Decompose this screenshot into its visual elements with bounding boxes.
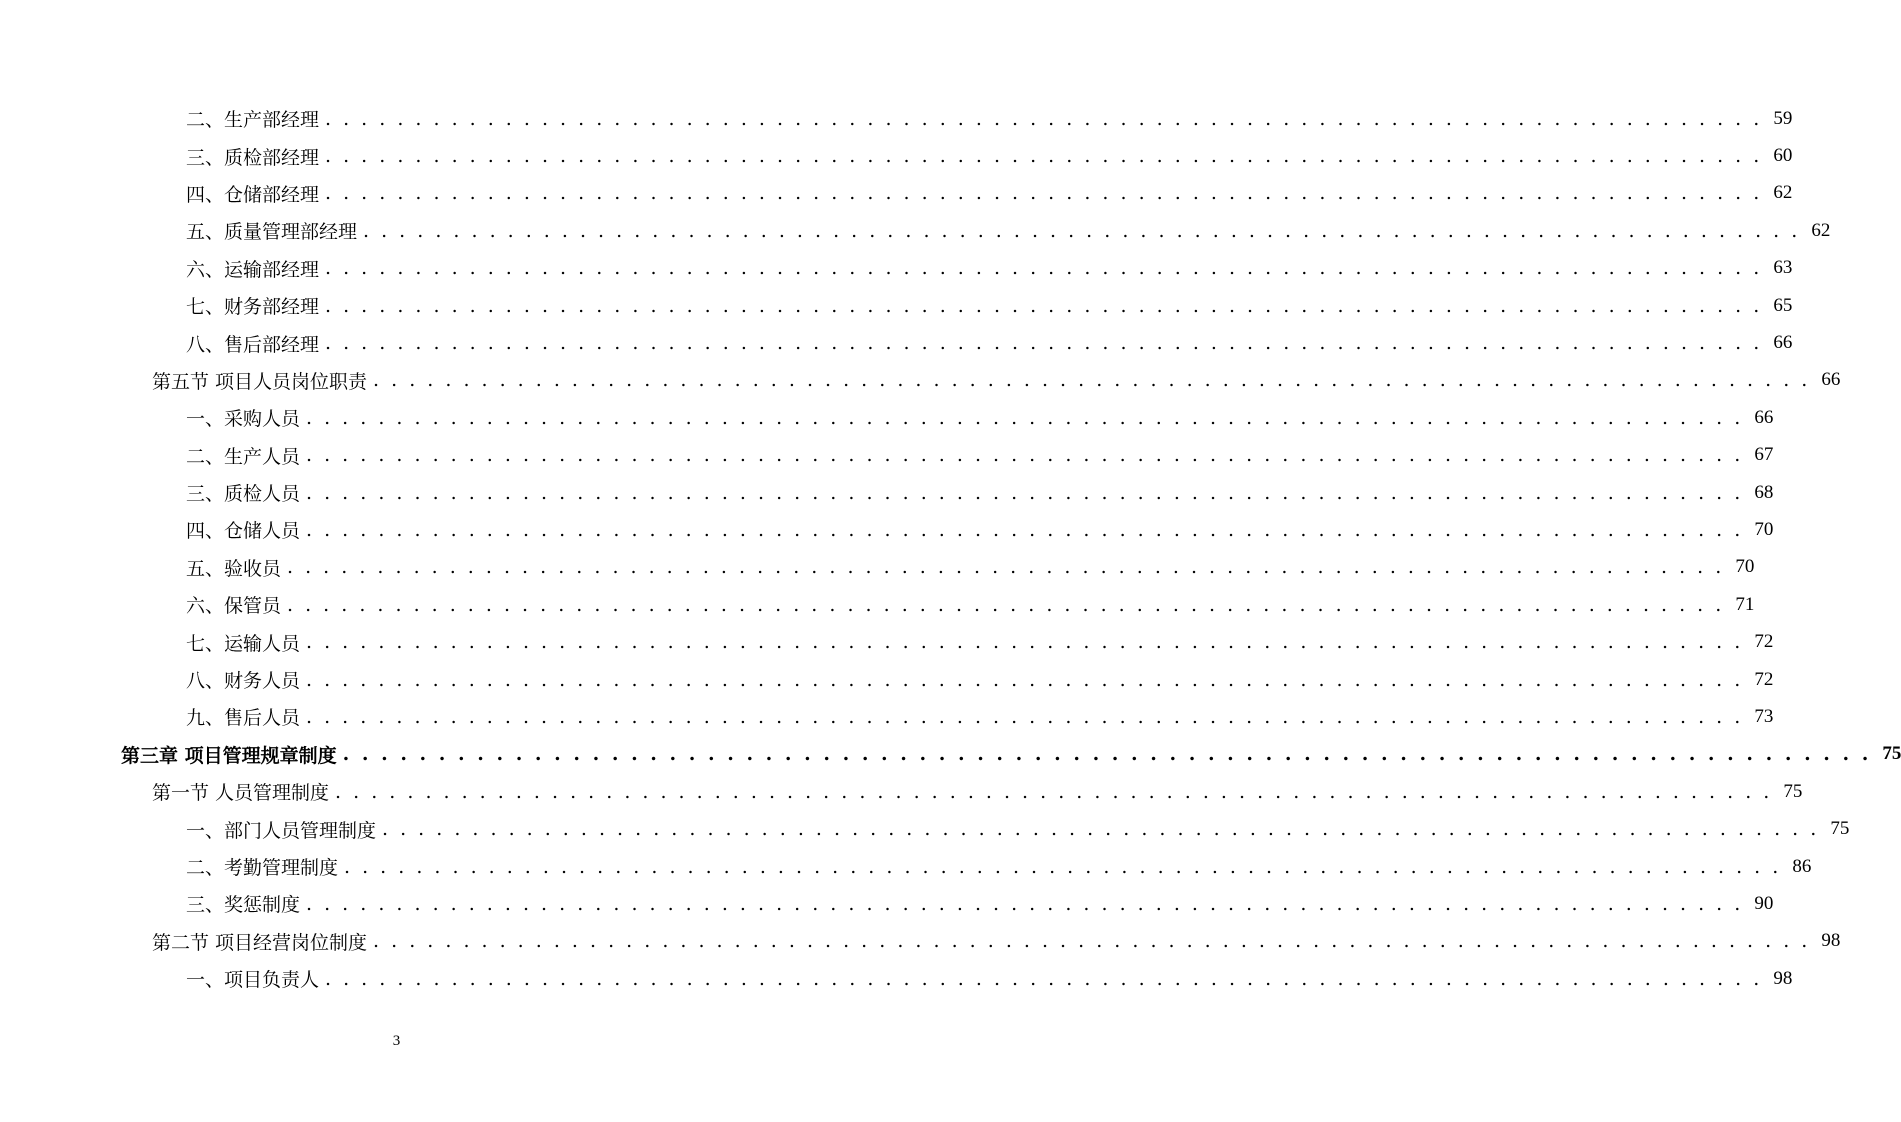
dot-leader: . . . . . . . . . . . . . . . . . . . . . . . . . . . . . . . . . . . . . . . . . . . . . . . . . . . . . . . . . . . . . . . . . . . . . . . . . . . . . . . . [325,294,1763,317]
toc-entry-title: 三、质检人员 [186,483,301,506]
dot-leader: . . . . . . . . . . . . . . . . . . . . . . . . . . . . . . . . . . . . . . . . . . . . . . . . . . . . . . . . . . . . . . . . . . . . . . . . . . . . . . . . [373,930,1811,953]
toc-entry-page: 72 [1754,631,1774,653]
toc-entry-section[interactable] [0,362,1841,399]
toc-entry-item[interactable] [0,661,1774,698]
toc-entry-page: 65 [1773,294,1793,316]
table-of-contents [0,100,1901,997]
toc-entry-item[interactable] [0,437,1774,474]
dot-leader: . . . . . . . . . . . . . . . . . . . . . . . . . . . . . . . . . . . . . . . . . . . . . . . . . . . . . . . . . . . . . . . . . . . . . . . . . . . . . . . . [335,780,1773,803]
toc-entry-item[interactable] [0,885,1774,922]
toc-entry-item[interactable] [0,399,1774,436]
dot-leader: . . . . . . . . . . . . . . . . . . . . . . . . . . . . . . . . . . . . . . . . . . . . . . . . . . . . . . . . . . . . . . . . . . . . . . . . . . . . . . . . [342,743,1872,766]
toc-entry-item[interactable] [0,212,1831,249]
toc-entry-page: 75 [1882,743,1901,765]
toc-entry-page: 98 [1773,967,1793,989]
toc-entry-chapter[interactable] [0,736,1901,773]
toc-entry-page: 73 [1754,705,1774,727]
toc-entry-item[interactable] [0,810,1850,847]
toc-entry-title: 九、售后人员 [186,707,301,730]
toc-entry-item[interactable] [0,698,1774,735]
toc-entry-page: 66 [1821,369,1841,391]
toc-entry-page: 98 [1821,930,1841,952]
toc-entry-item[interactable] [0,623,1774,660]
toc-entry-page: 71 [1735,593,1755,615]
dot-leader: . . . . . . . . . . . . . . . . . . . . . . . . . . . . . . . . . . . . . . . . . . . . . . . . . . . . . . . . . . . . . . . . . . . . . . . . . . . . . . . . [325,332,1763,355]
dot-leader: . . . . . . . . . . . . . . . . . . . . . . . . . . . . . . . . . . . . . . . . . . . . . . . . . . . . . . . . . . . . . . . . . . . . . . . . . . . . . . . . [306,668,1744,691]
toc-entry-item[interactable] [0,586,1755,623]
toc-entry-item[interactable] [0,175,1793,212]
toc-entry-page: 67 [1754,444,1774,466]
page-number: 3 [392,1033,401,1049]
toc-entry-item[interactable] [0,324,1793,361]
toc-entry-page: 75 [1783,780,1803,802]
dot-leader: . . . . . . . . . . . . . . . . . . . . . . . . . . . . . . . . . . . . . . . . . . . . . . . . . . . . . . . . . . . . . . . . . . . . . . . . . . . . . . . . [306,444,1744,467]
toc-entry-item[interactable] [0,250,1793,287]
toc-entry-page: 70 [1754,518,1774,540]
dot-leader: . . . . . . . . . . . . . . . . . . . . . . . . . . . . . . . . . . . . . . . . . . . . . . . . . . . . . . . . . . . . . . . . . . . . . . . . . . . . . . . . [287,593,1725,616]
dot-leader: . . . . . . . . . . . . . . . . . . . . . . . . . . . . . . . . . . . . . . . . . . . . . . . . . . . . . . . . . . . . . . . . . . . . . . . . . . . . . . . . [306,892,1744,915]
dot-leader: . . . . . . . . . . . . . . . . . . . . . . . . . . . . . . . . . . . . . . . . . . . . . . . . . . . . . . . . . . . . . . . . . . . . . . . . . . . . . . . . [306,705,1744,728]
toc-entry-title: 六、运输部经理 [186,258,320,281]
toc-entry-page: 68 [1754,481,1774,503]
toc-entry-page: 66 [1754,406,1774,428]
toc-entry-item[interactable] [0,287,1793,324]
toc-entry-title: 一、采购人员 [186,408,301,431]
toc-entry-page: 66 [1773,332,1793,354]
dot-leader: . . . . . . . . . . . . . . . . . . . . . . . . . . . . . . . . . . . . . . . . . . . . . . . . . . . . . . . . . . . . . . . . . . . . . . . . . . . . . . . . [306,481,1744,504]
dot-leader: . . . . . . . . . . . . . . . . . . . . . . . . . . . . . . . . . . . . . . . . . . . . . . . . . . . . . . . . . . . . . . . . . . . . . . . . . . . . . . . . [325,145,1763,168]
toc-entry-title: 一、项目负责人 [186,969,320,992]
toc-entry-item[interactable] [0,511,1774,548]
dot-leader: . . . . . . . . . . . . . . . . . . . . . . . . . . . . . . . . . . . . . . . . . . . . . . . . . . . . . . . . . . . . . . . . . . . . . . . . . . . . . . . . [325,967,1763,990]
toc-entry-title: 第一节 人员管理制度 [152,782,330,805]
toc-entry-page: 72 [1754,668,1774,690]
dot-leader: . . . . . . . . . . . . . . . . . . . . . . . . . . . . . . . . . . . . . . . . . . . . . . . . . . . . . . . . . . . . . . . . . . . . . . . . . . . . . . . . [382,818,1820,841]
toc-entry-page: 90 [1754,892,1774,914]
toc-entry-title: 二、生产人员 [186,445,301,468]
toc-entry-title: 四、仓储人员 [186,520,301,543]
toc-entry-title: 二、生产部经理 [186,109,320,132]
toc-entry-title: 六、保管员 [186,595,282,618]
dot-leader: . . . . . . . . . . . . . . . . . . . . . . . . . . . . . . . . . . . . . . . . . . . . . . . . . . . . . . . . . . . . . . . . . . . . . . . . . . . . . . . . [306,631,1744,654]
toc-entry-page: 62 [1773,182,1793,204]
dot-leader: . . . . . . . . . . . . . . . . . . . . . . . . . . . . . . . . . . . . . . . . . . . . . . . . . . . . . . . . . . . . . . . . . . . . . . . . . . . . . . . . [344,855,1782,878]
toc-entry-title: 七、财务部经理 [186,296,320,319]
dot-leader: . . . . . . . . . . . . . . . . . . . . . . . . . . . . . . . . . . . . . . . . . . . . . . . . . . . . . . . . . . . . . . . . . . . . . . . . . . . . . . . . [325,182,1763,205]
toc-entry-title: 三、质检部经理 [186,146,320,169]
toc-entry-title: 第五节 项目人员岗位职责 [152,370,368,393]
toc-entry-title: 七、运输人员 [186,632,301,655]
toc-entry-page: 70 [1735,556,1755,578]
toc-entry-item[interactable] [0,848,1812,885]
toc-entry-page: 86 [1792,855,1812,877]
toc-entry-page: 62 [1811,219,1831,241]
toc-entry-title: 三、奖惩制度 [186,894,301,917]
dot-leader: . . . . . . . . . . . . . . . . . . . . . . . . . . . . . . . . . . . . . . . . . . . . . . . . . . . . . . . . . . . . . . . . . . . . . . . . . . . . . . . . [306,518,1744,541]
toc-entry-item[interactable] [0,100,1793,137]
toc-entry-item[interactable] [0,474,1774,511]
dot-leader: . . . . . . . . . . . . . . . . . . . . . . . . . . . . . . . . . . . . . . . . . . . . . . . . . . . . . . . . . . . . . . . . . . . . . . . . . . . . . . . . [287,556,1725,579]
toc-entry-item[interactable] [0,137,1793,174]
toc-entry-title: 第二节 项目经营岗位制度 [152,931,368,954]
toc-entry-title: 二、考勤管理制度 [186,857,339,879]
toc-entry-page: 75 [1830,818,1850,840]
toc-entry-title: 五、质量管理部经理 [186,221,358,244]
toc-entry-title: 八、财务人员 [186,670,301,693]
toc-entry-item[interactable] [0,960,1793,997]
dot-leader: . . . . . . . . . . . . . . . . . . . . . . . . . . . . . . . . . . . . . . . . . . . . . . . . . . . . . . . . . . . . . . . . . . . . . . . . . . . . . . . . [363,219,1801,242]
toc-entry-title: 五、验收员 [186,557,282,580]
toc-entry-page: 60 [1773,145,1793,167]
toc-entry-title: 一、部门人员管理制度 [186,819,377,842]
toc-entry-page: 59 [1773,107,1793,129]
dot-leader: . . . . . . . . . . . . . . . . . . . . . . . . . . . . . . . . . . . . . . . . . . . . . . . . . . . . . . . . . . . . . . . . . . . . . . . . . . . . . . . . [306,406,1744,429]
toc-entry-title: 四、仓储部经理 [186,183,320,206]
toc-entry-title: 八、售后部经理 [186,333,320,356]
toc-entry-section[interactable] [0,773,1803,810]
toc-entry-title: 第三章 项目管理规章制度 [121,744,337,767]
toc-entry-section[interactable] [0,923,1841,960]
dot-leader: . . . . . . . . . . . . . . . . . . . . . . . . . . . . . . . . . . . . . . . . . . . . . . . . . . . . . . . . . . . . . . . . . . . . . . . . . . . . . . . . [325,107,1763,130]
dot-leader: . . . . . . . . . . . . . . . . . . . . . . . . . . . . . . . . . . . . . . . . . . . . . . . . . . . . . . . . . . . . . . . . . . . . . . . . . . . . . . . . [325,257,1763,280]
toc-entry-page: 63 [1773,257,1793,279]
toc-entry-item[interactable] [0,549,1755,586]
dot-leader: . . . . . . . . . . . . . . . . . . . . . . . . . . . . . . . . . . . . . . . . . . . . . . . . . . . . . . . . . . . . . . . . . . . . . . . . . . . . . . . . [373,369,1811,392]
